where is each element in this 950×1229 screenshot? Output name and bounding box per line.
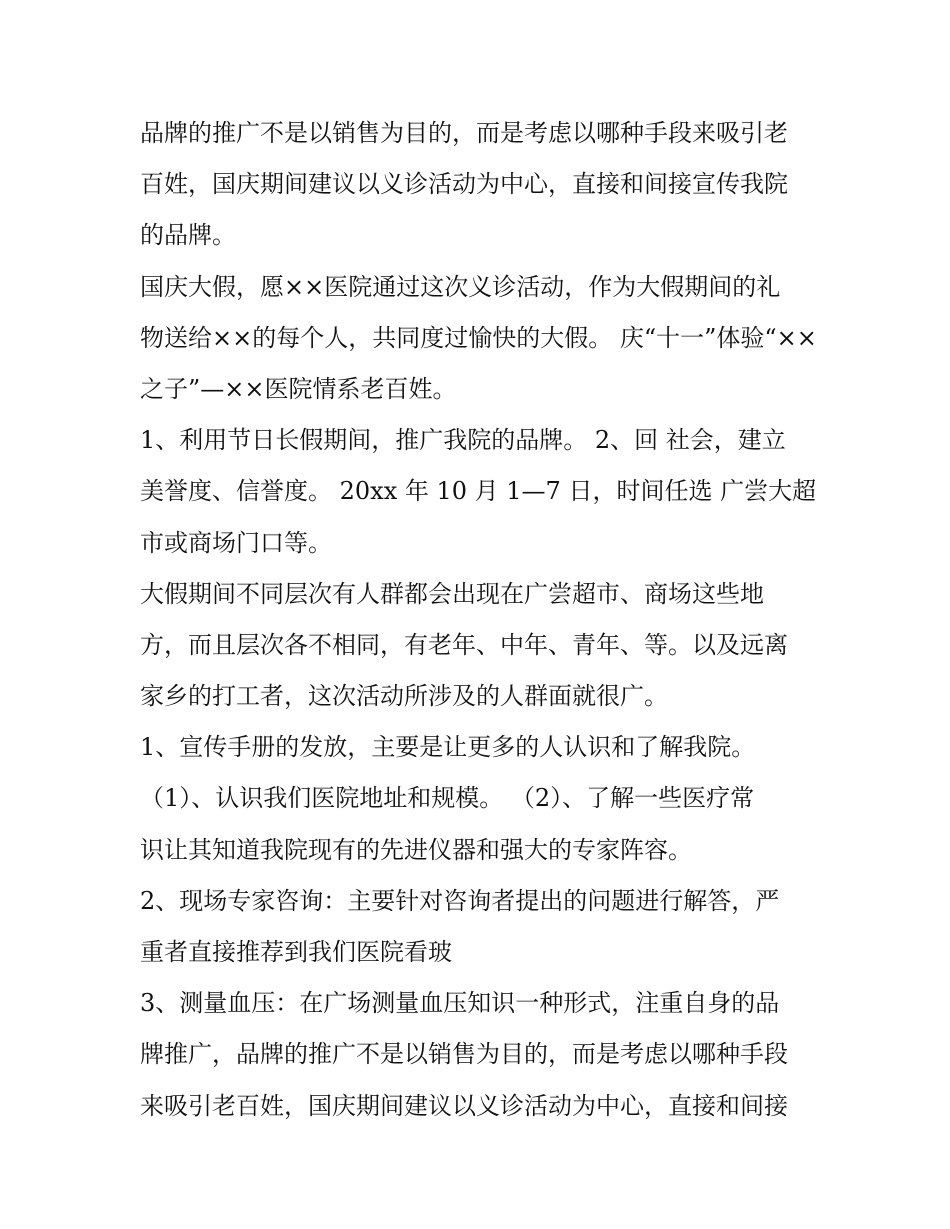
text-line: 2、现场专家咨询：主要针对咨询者提出的问题进行解答，严 xyxy=(140,886,780,915)
text-line: 识让其知道我院现有的先进仪器和强大的专家阵容。 xyxy=(140,835,692,864)
text-line: 牌推广，品牌的推广不是以销售为目的，而是考虑以哪种手段 xyxy=(140,1040,788,1069)
text-line: 市或商场门口等。 xyxy=(140,528,332,557)
text-line: 1、利用节日长假期间，推广我院的品牌。 2、回 社会，建立 xyxy=(140,426,786,455)
text-line: 3、测量血压：在广场测量血压知识一种形式，注重自身的品 xyxy=(140,989,780,1018)
text-line: 之子”—××医院情系老百姓。 xyxy=(140,374,457,403)
text-line: 1、宣传手册的发放，主要是让更多的人认识和了解我院。 xyxy=(140,733,756,762)
text-line: 家乡的打工者，这次活动所涉及的人群面就很广。 xyxy=(140,682,668,711)
text-line: 品牌的推广不是以销售为目的，而是考虑以哪种手段来吸引老 xyxy=(140,119,788,147)
text-line: 来吸引老百姓，国庆期间建议以义诊活动为中心，直接和间接 xyxy=(140,1091,788,1120)
text-line: （1）、认识我们医院地址和规模。 （2）、了解一些医疗常 xyxy=(140,784,755,813)
text-line: 物送给××的每个人，共同度过愉快的大假。 庆“十一”体验“×× xyxy=(140,323,817,352)
text-line: 大假期间不同层次有人群都会出现在广尝超市、商场这些地 xyxy=(140,579,764,608)
text-line: 国庆大假，愿××医院通过这次义诊活动，作为大假期间的礼 xyxy=(140,272,781,301)
document-body xyxy=(140,108,820,1132)
text-line: 百姓，国庆期间建议以义诊活动为中心，直接和间接宣传我院 xyxy=(140,170,788,199)
text-line: 的品牌。 xyxy=(140,221,236,250)
text-line: 方，而且层次各不相同，有老年、中年、青年、等。以及远离 xyxy=(140,630,788,659)
text-line: 重者直接推荐到我们医院看玻 xyxy=(140,938,452,966)
text-line: 美誉度、信誉度。 20xx 年 10 月 1—7 日，时间任选 广尝大超 xyxy=(140,477,817,506)
